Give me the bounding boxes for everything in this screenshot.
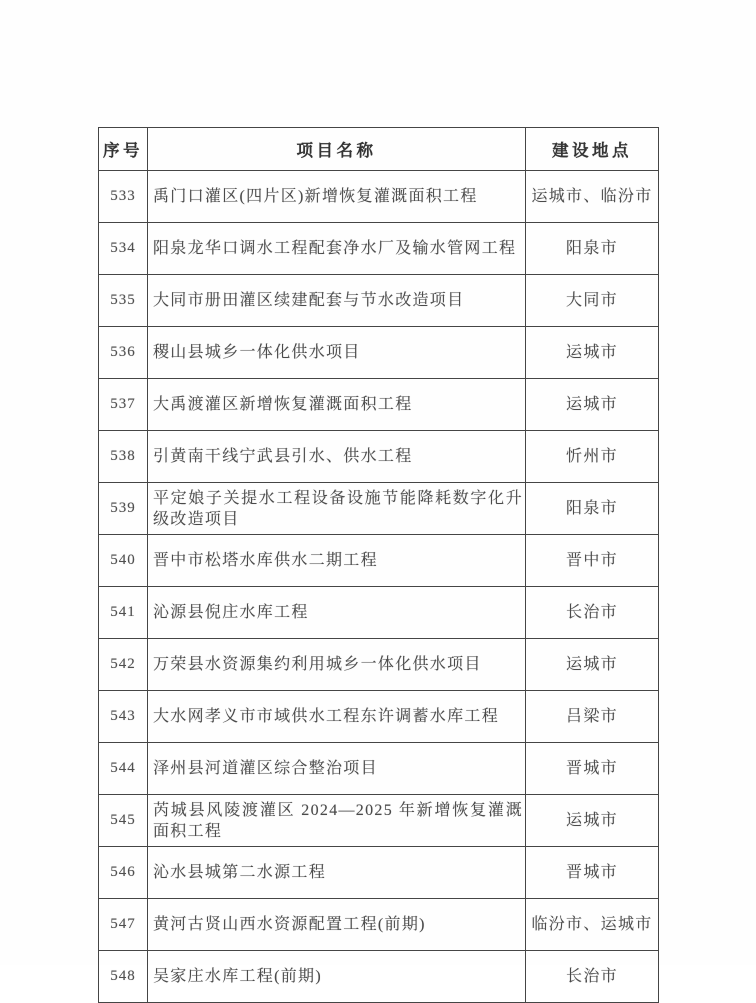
project-location: 运城市、临汾市	[526, 171, 659, 223]
table-row	[99, 535, 659, 587]
row-index: 541	[99, 587, 148, 639]
project-location: 忻州市	[526, 431, 659, 483]
table-row	[99, 275, 659, 327]
table-row	[99, 431, 659, 483]
row-index: 546	[99, 847, 148, 899]
project-location: 长治市	[526, 951, 659, 1003]
project-name: 沁源县倪庄水库工程	[148, 587, 526, 639]
project-name: 平定娘子关提水工程设备设施节能降耗数字化升级改造项目	[148, 483, 526, 535]
project-name: 稷山县城乡一体化供水项目	[148, 327, 526, 379]
table-row	[99, 171, 659, 223]
header-cell-index: 序号	[99, 128, 148, 171]
row-index: 540	[99, 535, 148, 587]
project-name: 晋中市松塔水库供水二期工程	[148, 535, 526, 587]
row-index: 548	[99, 951, 148, 1003]
row-index: 536	[99, 327, 148, 379]
project-location: 临汾市、运城市	[526, 899, 659, 951]
row-index: 539	[99, 483, 148, 535]
project-name: 万荣县水资源集约利用城乡一体化供水项目	[148, 639, 526, 691]
header-cell-project-name: 项目名称	[148, 128, 526, 171]
row-index: 533	[99, 171, 148, 223]
table-row	[99, 587, 659, 639]
project-name: 引黄南干线宁武县引水、供水工程	[148, 431, 526, 483]
project-location: 阳泉市	[526, 483, 659, 535]
project-list-table	[98, 127, 659, 1003]
row-index: 543	[99, 691, 148, 743]
project-name: 吴家庄水库工程(前期)	[148, 951, 526, 1003]
row-index: 545	[99, 795, 148, 847]
project-location: 大同市	[526, 275, 659, 327]
project-name: 大水网孝义市市域供水工程东许调蓄水库工程	[148, 691, 526, 743]
table-row	[99, 483, 659, 535]
table-row	[99, 639, 659, 691]
project-name: 禹门口灌区(四片区)新增恢复灌溉面积工程	[148, 171, 526, 223]
row-index: 544	[99, 743, 148, 795]
row-index: 534	[99, 223, 148, 275]
row-index: 542	[99, 639, 148, 691]
table-row	[99, 223, 659, 275]
row-index: 538	[99, 431, 148, 483]
project-location: 运城市	[526, 795, 659, 847]
project-name: 沁水县城第二水源工程	[148, 847, 526, 899]
table-row	[99, 795, 659, 847]
project-location: 吕梁市	[526, 691, 659, 743]
table-row	[99, 847, 659, 899]
table-row	[99, 743, 659, 795]
table-row	[99, 691, 659, 743]
project-name: 大禹渡灌区新增恢复灌溉面积工程	[148, 379, 526, 431]
project-name: 阳泉龙华口调水工程配套净水厂及输水管网工程	[148, 223, 526, 275]
project-location: 晋城市	[526, 847, 659, 899]
row-index: 537	[99, 379, 148, 431]
table-header-row	[99, 128, 659, 171]
project-location: 运城市	[526, 327, 659, 379]
table-row	[99, 951, 659, 1003]
table-body	[99, 171, 659, 1003]
table-row	[99, 899, 659, 951]
project-name: 泽州县河道灌区综合整治项目	[148, 743, 526, 795]
project-location: 长治市	[526, 587, 659, 639]
project-location: 晋中市	[526, 535, 659, 587]
table-row	[99, 327, 659, 379]
project-location: 晋城市	[526, 743, 659, 795]
table-row	[99, 379, 659, 431]
project-name: 芮城县风陵渡灌区 2024—2025 年新增恢复灌溉面积工程	[148, 795, 526, 847]
row-index: 547	[99, 899, 148, 951]
header-cell-location: 建设地点	[526, 128, 659, 171]
project-location: 阳泉市	[526, 223, 659, 275]
project-name: 黄河古贤山西水资源配置工程(前期)	[148, 899, 526, 951]
project-location: 运城市	[526, 639, 659, 691]
project-name: 大同市册田灌区续建配套与节水改造项目	[148, 275, 526, 327]
project-location: 运城市	[526, 379, 659, 431]
row-index: 535	[99, 275, 148, 327]
